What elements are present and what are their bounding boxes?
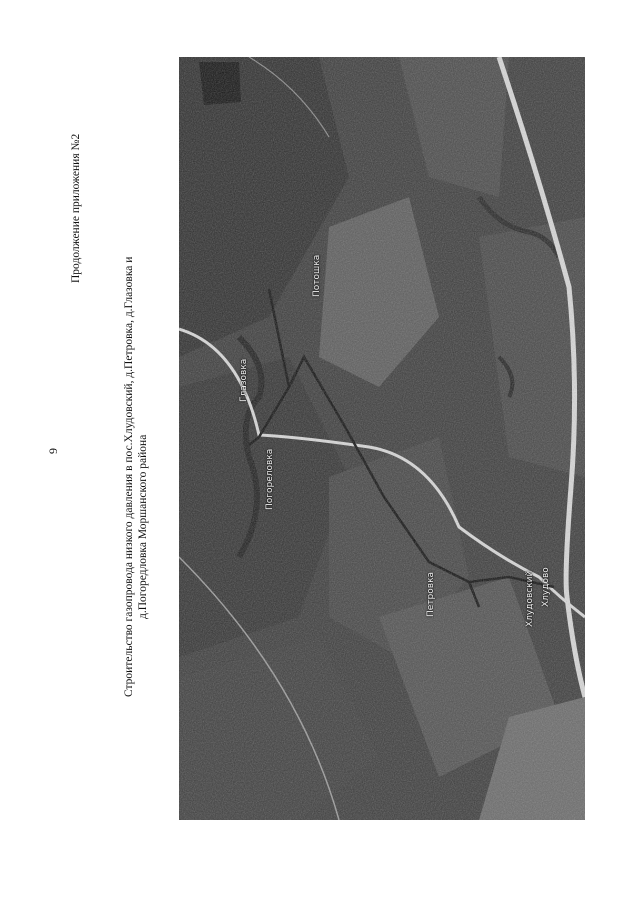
title-line-1: Строительство газопровода низкого давления в пос.Хлудовский, д.Петровка, д.Глазовка и (123, 256, 135, 697)
satellite-map (179, 57, 585, 820)
map-label-pogoreloyka: Погореловка (265, 448, 275, 510)
map-label-khludovo: Хлудово (541, 567, 551, 607)
title-line-2: д.Погоредловка Моршанского района (137, 434, 149, 619)
map-graphics (179, 57, 585, 820)
map-label-potoshka: Потошка (312, 254, 322, 297)
map-label-petrovka: Петровка (426, 571, 436, 617)
appendix-continuation-note: Продолжение приложения №2 (70, 133, 82, 283)
page-number: 9 (46, 448, 60, 454)
map-label-khludovsky: Хлудовский (525, 570, 535, 627)
map-label-glazovka: Глазовка (239, 358, 249, 402)
